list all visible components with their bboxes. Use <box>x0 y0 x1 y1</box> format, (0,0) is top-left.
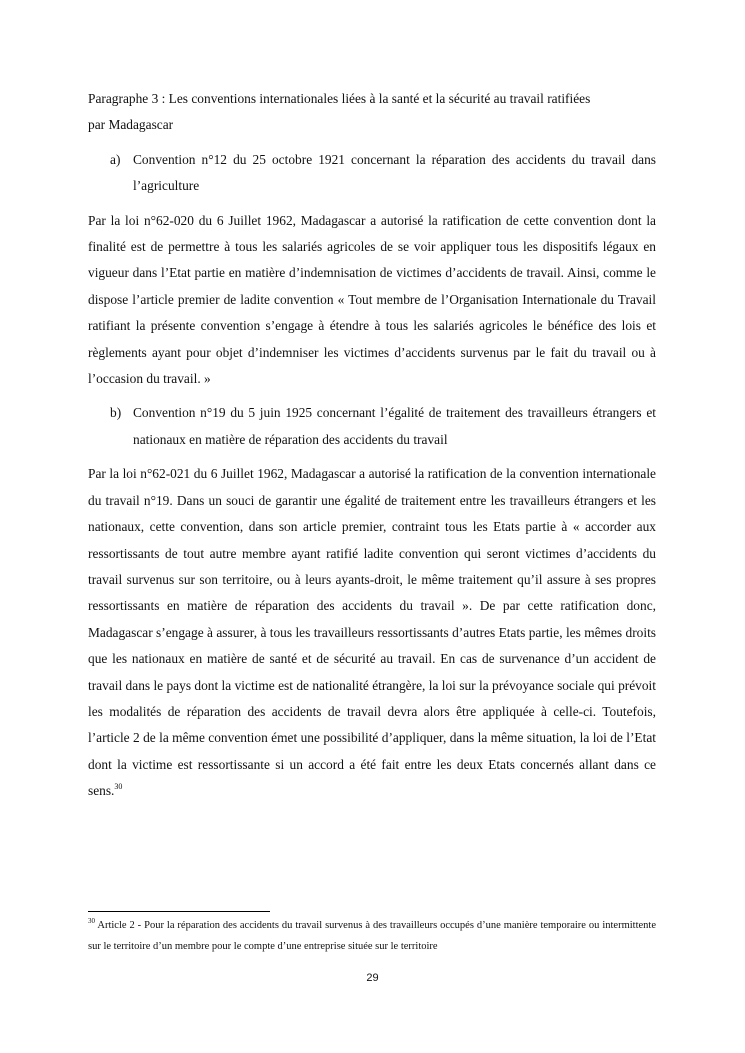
subsection-b-marker: b) <box>110 405 122 421</box>
footnote-reference[interactable]: 30 <box>114 782 123 792</box>
page-body <box>88 86 656 805</box>
footnote <box>88 916 656 957</box>
paragraph-2 <box>88 461 656 804</box>
paragraph-2-text: Par la loi n°62-021 du 6 Juillet 1962, Madagascar a autorisé la ratification de la convention internationale du travail n°19. Dans un souci de garantir une égalité de traitement entre les travailleurs étrangers et les nationaux, cette convention, dans son article premier, contraint tous les Etats partie à « accorder aux ressortissants de tout autre membre ayant ratifié ladite convention qui seront victimes d’accidents du travail survenus sur son territoire, ou à leurs ayants-droit, le même traitement qu’il assure à ses propres ressortissants en matière de réparation des accidents du travail ». De par cette ratification donc, Madagascar s’engage à assurer, à tous les travailleurs ressortissants d’autres Etats partie, les mêmes droits que les nationaux en matière de santé et de sécurité au travail. En cas de survenance d’un accident de travail dans le pays dont la victime est de nationalité étrangère, la loi sur la prévoyance sociale qui prévoit les modalités de réparation des accidents de travail devra alors être appliquée à celle-ci. Toutefois, l’article 2 de la même convention émet une possibilité d’appliquer, dans la même situation, la loi de l’Etat dont la victime est ressortissante si un accord a été fait entre les deux Etats concernés allant dans ce sens. <box>88 466 656 799</box>
subsection-b <box>88 400 656 453</box>
page-number: 29 <box>366 972 379 984</box>
subsection-b-title: Convention n°19 du 5 juin 1925 concernant l’égalité de traitement des travailleurs étrangers et nationaux en matière de réparation des accidents du travail <box>133 405 656 447</box>
paragraph-1: Par la loi n°62-020 du 6 Juillet 1962, Madagascar a autorisé la ratification de cette convention dont la finalité est de permettre à tous les salariés agricoles de se voir appliquer tous les dispositifs légaux en vigueur dans l’Etat partie en matière d’indemnisation de victimes d’accidents de travail. Ainsi, comme le dispose l’article premier de ladite convention « Tout membre de l’Organisation Internationale du Travail ratifiant la présente convention s’engage à étendre à tous les salariés agricoles le bénéfice des lois et règlements ayant pour objet d’indemniser les victimes d’accidents survenus par le fait du travail ou à l’occasion du travail. » <box>88 212 656 387</box>
subsection-a-marker: a) <box>110 151 121 167</box>
footnote-number: 30 <box>88 917 95 925</box>
footnote-separator <box>88 911 270 912</box>
section-heading <box>88 86 656 139</box>
footnote-text: Article 2 - Pour la réparation des accidents du travail survenus à des travailleurs occupés d’une manière temporaire ou intermittente sur le territoire d’un membre pour le compte d’une entreprise située sur le territoire <box>88 920 656 952</box>
subsection-a-title: Convention n°12 du 25 octobre 1921 concernant la réparation des accidents du travail dans l’agriculture <box>133 151 656 194</box>
section-heading-line2: par Madagascar <box>88 117 174 133</box>
subsection-a <box>88 147 656 200</box>
section-heading-line1: Paragraphe 3 : Les conventions internationales liées à la santé et la sécurité au travail ratifiées <box>88 91 591 106</box>
